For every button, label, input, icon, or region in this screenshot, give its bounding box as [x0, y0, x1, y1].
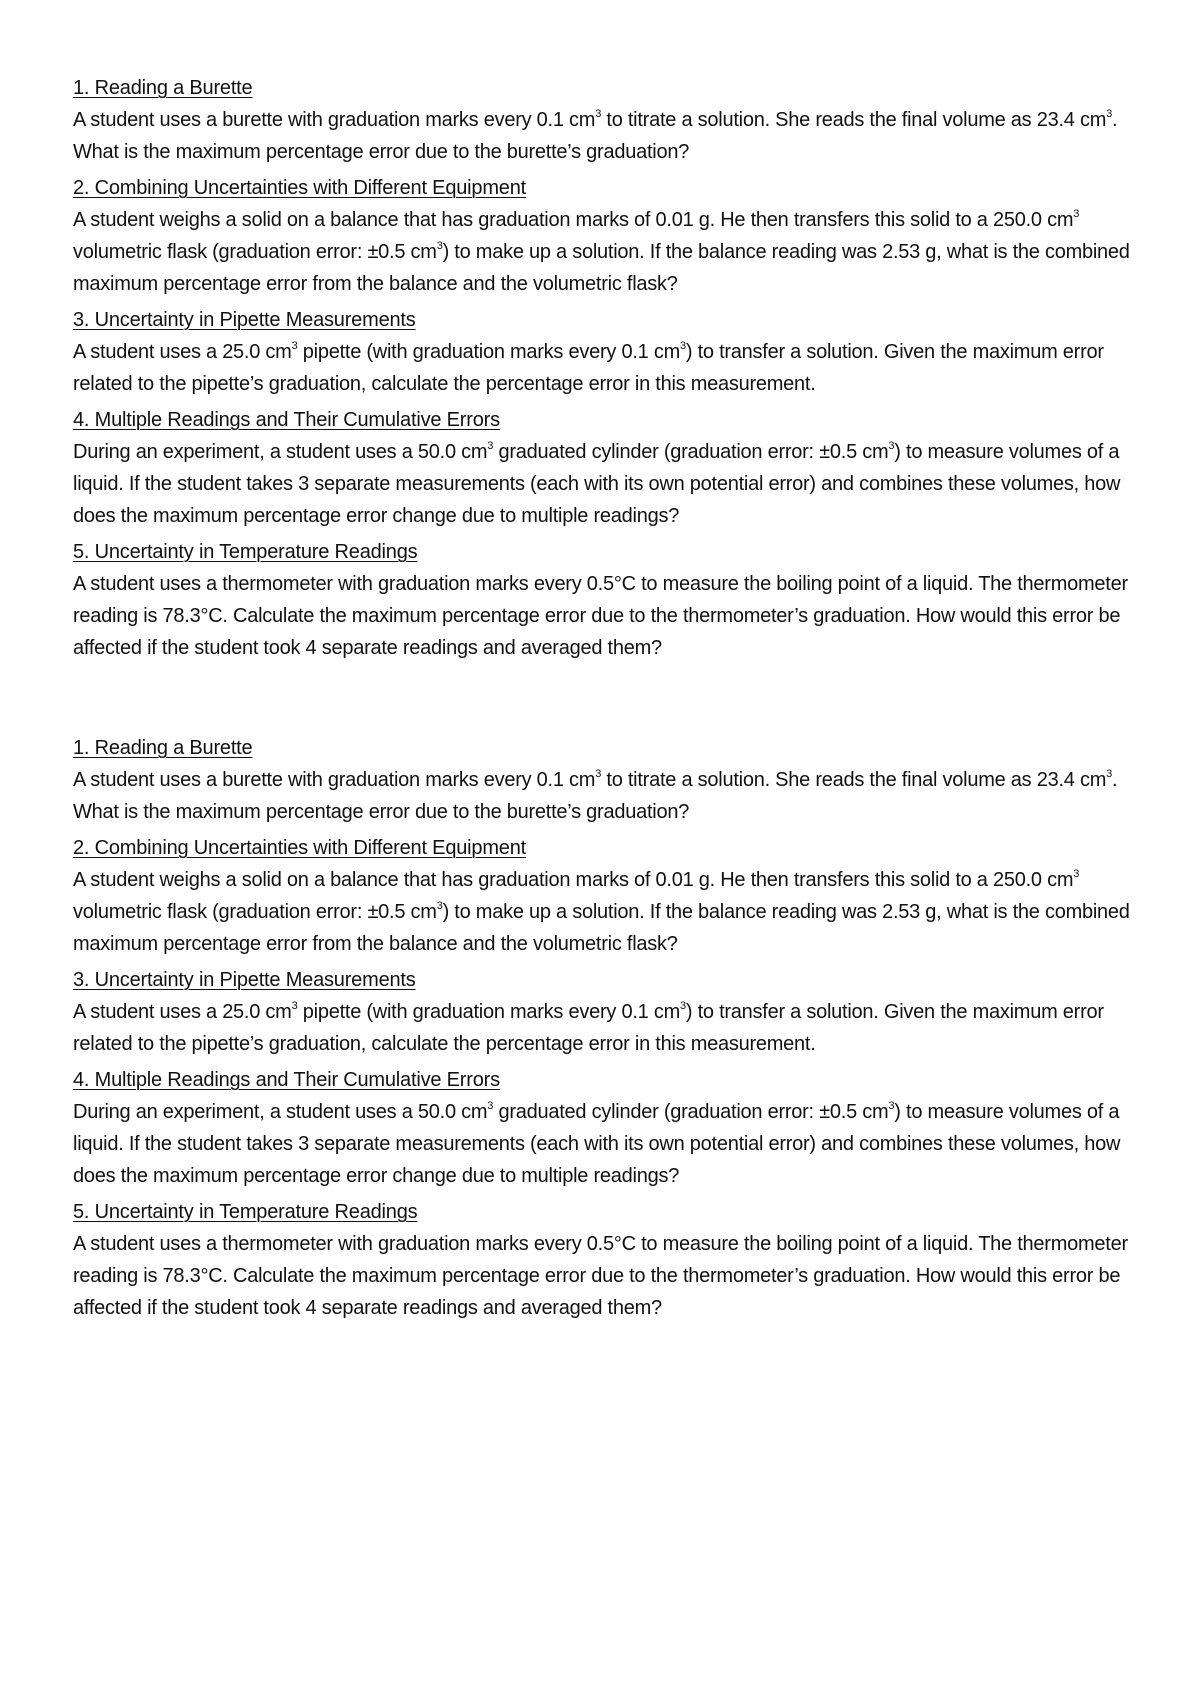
text-run: ) to make up a solution. If the balance reading was 2.53 g, what is the combined maximum percentage error from the balance and the volumetric flask? — [73, 241, 1130, 295]
question-item — [73, 304, 1140, 400]
text-run: . What is the maximum percentage error due to the burette’s graduation? — [73, 769, 1118, 823]
question-title: 4. Multiple Readings and Their Cumulative Errors — [73, 1069, 500, 1091]
question-title: 5. Uncertainty in Temperature Readings — [73, 1201, 418, 1223]
text-run: A student weighs a solid on a balance that has graduation marks of 0.01 g. He then transfers this solid to a 250.0 cm — [73, 869, 1074, 891]
superscript: 3 — [436, 240, 443, 253]
text-run: pipette (with graduation marks every 0.1 cm — [297, 1001, 680, 1023]
text-run: . What is the maximum percentage error due to the burette’s graduation? — [73, 109, 1118, 163]
superscript: 3 — [595, 768, 602, 781]
text-run: During an experiment, a student uses a 50.0 cm — [73, 441, 488, 463]
question-item — [73, 964, 1140, 1060]
question-title: 2. Combining Uncertainties with Different Equipment — [73, 177, 526, 199]
superscript: 3 — [1073, 208, 1080, 221]
question-title: 1. Reading a Burette — [73, 77, 253, 99]
superscript: 3 — [888, 440, 895, 453]
superscript: 3 — [888, 1100, 895, 1113]
text-run: A student uses a 25.0 cm — [73, 341, 292, 363]
text-run: ) to make up a solution. If the balance reading was 2.53 g, what is the combined maximum percentage error from the balance and the volumetric flask? — [73, 901, 1130, 955]
question-item — [73, 732, 1140, 828]
text-run: ) to transfer a solution. Given the maximum error related to the pipette’s graduation, calculate the percentage error in this measurement. — [73, 341, 1104, 395]
text-run: ) to measure volumes of a liquid. If the student takes 3 separate measurements (each with its own potential error) and combines these volumes, how does the maximum percentage error change due to multiple readings? — [73, 441, 1121, 527]
text-run: to titrate a solution. She reads the final volume as 23.4 cm — [601, 109, 1107, 131]
text-run: ) to measure volumes of a liquid. If the student takes 3 separate measurements (each with its own potential error) and combines these volumes, how does the maximum percentage error change due to multiple readings? — [73, 1101, 1121, 1187]
text-run: A student uses a thermometer with graduation marks every 0.5°C to measure the boiling point of a liquid. The thermometer reading is 78.3°C. Calculate the maximum percentage error due to the thermometer’s graduation. How would this error be affected if the student took 4 separate readings and averaged them? — [73, 573, 1128, 659]
superscript: 3 — [679, 340, 686, 353]
question-item — [73, 72, 1140, 168]
superscript: 3 — [436, 900, 443, 913]
question-title: 2. Combining Uncertainties with Different Equipment — [73, 837, 526, 859]
question-text — [73, 864, 1140, 960]
text-run: A student uses a 25.0 cm — [73, 1001, 292, 1023]
text-run: A student uses a burette with graduation marks every 0.1 cm — [73, 769, 596, 791]
text-run: pipette (with graduation marks every 0.1 cm — [297, 341, 680, 363]
superscript: 3 — [291, 340, 298, 353]
text-run: During an experiment, a student uses a 50.0 cm — [73, 1101, 488, 1123]
text-run: graduated cylinder (graduation error: ±0.5 cm — [493, 1101, 889, 1123]
question-text — [73, 1096, 1140, 1192]
question-text — [73, 996, 1140, 1060]
question-set — [73, 732, 1140, 1324]
text-run: volumetric flask (graduation error: ±0.5 cm — [73, 901, 437, 923]
question-title: 3. Uncertainty in Pipette Measurements — [73, 309, 416, 331]
question-text — [73, 436, 1140, 532]
text-run: A student uses a burette with graduation marks every 0.1 cm — [73, 109, 596, 131]
question-title: 4. Multiple Readings and Their Cumulative Errors — [73, 409, 500, 431]
question-text — [73, 1228, 1140, 1324]
question-item — [73, 404, 1140, 532]
superscript: 3 — [1106, 108, 1112, 121]
superscript: 3 — [487, 1100, 494, 1113]
superscript: 3 — [595, 108, 602, 121]
question-item — [73, 832, 1140, 960]
superscript: 3 — [679, 1000, 686, 1013]
question-text — [73, 336, 1140, 400]
superscript: 3 — [1106, 768, 1112, 781]
text-run: A student weighs a solid on a balance that has graduation marks of 0.01 g. He then transfers this solid to a 250.0 cm — [73, 209, 1074, 231]
text-run: graduated cylinder (graduation error: ±0.5 cm — [493, 441, 889, 463]
question-item — [73, 1196, 1140, 1324]
question-text — [73, 204, 1140, 300]
question-item — [73, 172, 1140, 300]
question-title: 5. Uncertainty in Temperature Readings — [73, 541, 418, 563]
question-set — [73, 72, 1140, 664]
question-text — [73, 104, 1140, 168]
question-title: 1. Reading a Burette — [73, 737, 253, 759]
superscript: 3 — [487, 440, 494, 453]
question-item — [73, 536, 1140, 664]
text-run: to titrate a solution. She reads the final volume as 23.4 cm — [601, 769, 1107, 791]
question-text — [73, 568, 1140, 664]
text-run: volumetric flask (graduation error: ±0.5 cm — [73, 241, 437, 263]
superscript: 3 — [291, 1000, 298, 1013]
text-run: ) to transfer a solution. Given the maximum error related to the pipette’s graduation, calculate the percentage error in this measurement. — [73, 1001, 1104, 1055]
question-text — [73, 764, 1140, 828]
question-title: 3. Uncertainty in Pipette Measurements — [73, 969, 416, 991]
superscript: 3 — [1073, 868, 1080, 881]
text-run: A student uses a thermometer with graduation marks every 0.5°C to measure the boiling point of a liquid. The thermometer reading is 78.3°C. Calculate the maximum percentage error due to the thermometer’s graduation. How would this error be affected if the student took 4 separate readings and averaged them? — [73, 1233, 1128, 1319]
question-item — [73, 1064, 1140, 1192]
